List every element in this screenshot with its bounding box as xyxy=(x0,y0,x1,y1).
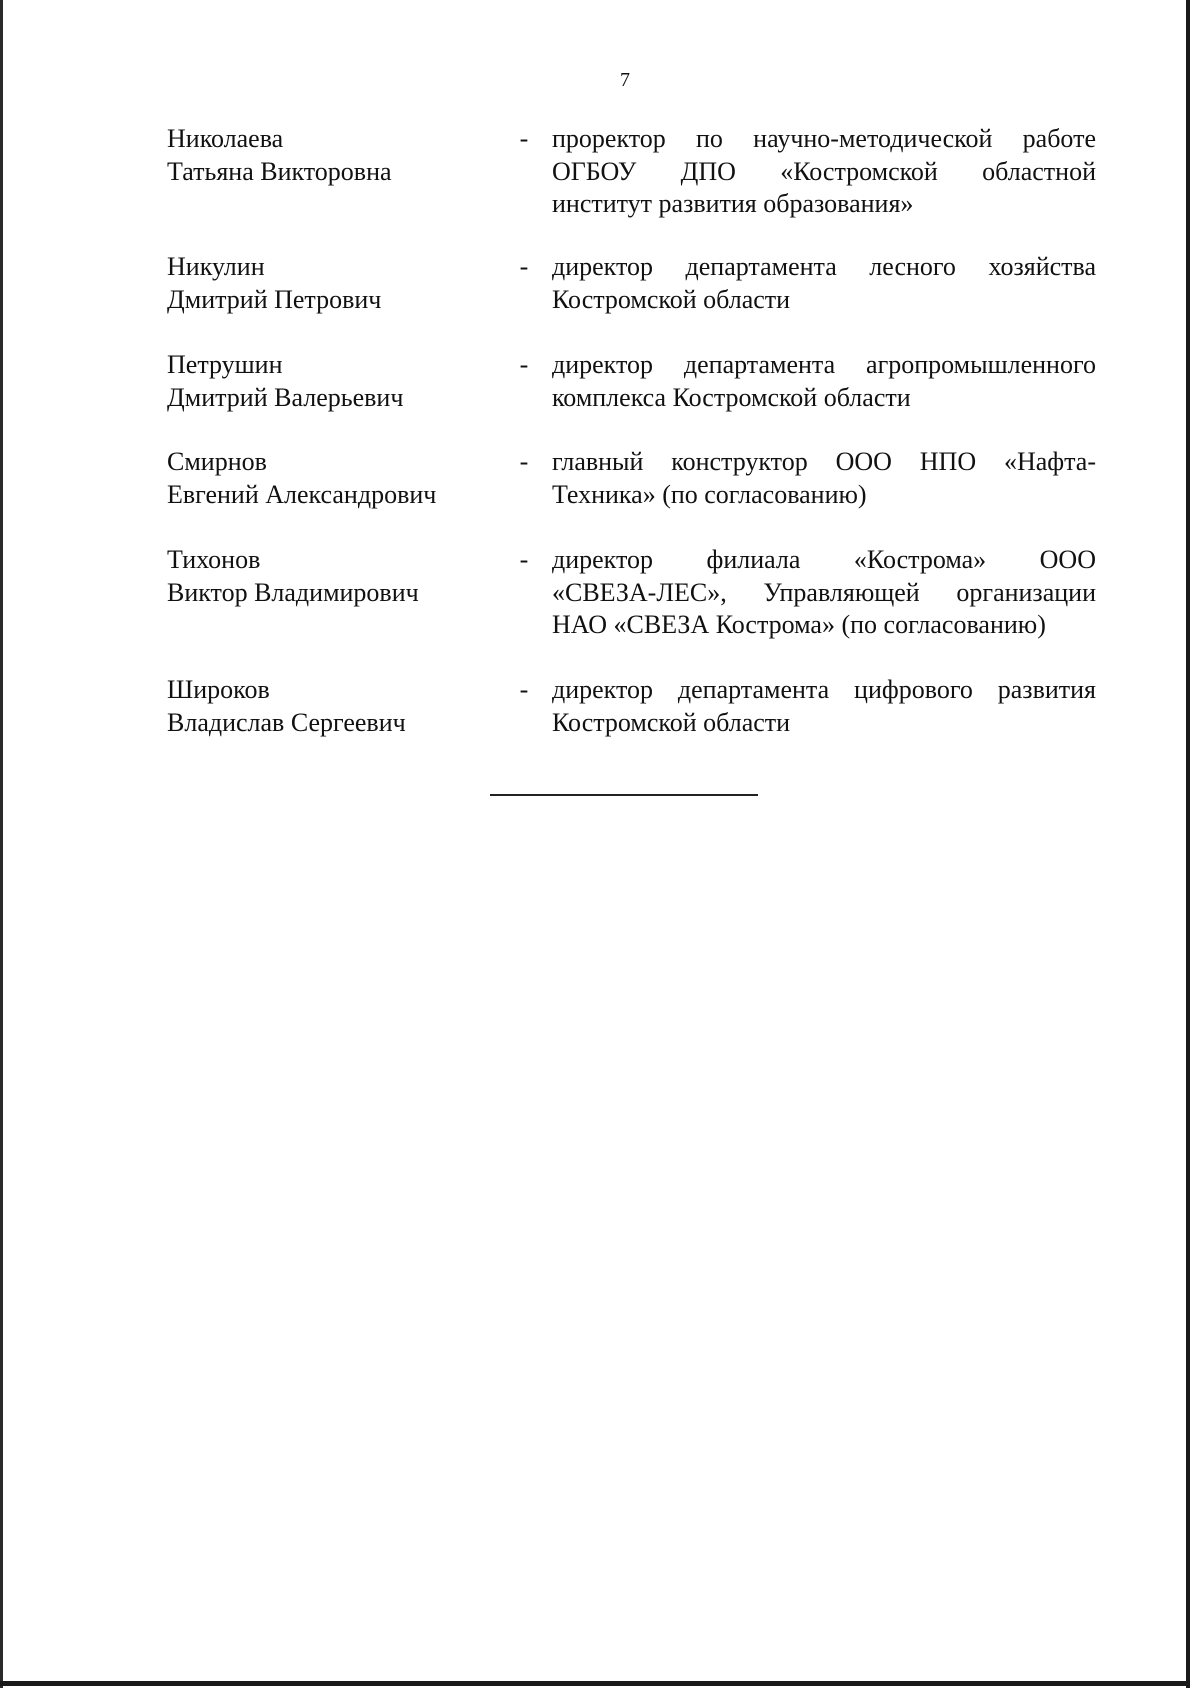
role-line: «СВЕЗА-ЛЕС», Управляющей организации xyxy=(552,577,1096,607)
entry-dash: - xyxy=(519,124,529,153)
member-name xyxy=(167,349,487,414)
member-role xyxy=(552,674,1096,739)
member-name xyxy=(167,123,487,188)
entry-dash: - xyxy=(519,447,529,476)
member-surname: Никулин xyxy=(167,252,265,281)
scan-edge-right xyxy=(1186,0,1190,1688)
role-line: директор департамента лесного хозяйства xyxy=(552,252,1096,281)
scan-edge-bottom xyxy=(0,1681,1190,1686)
entry-dash: - xyxy=(519,675,529,704)
member-role xyxy=(552,251,1096,316)
role-line: проректор по научно-методической работе xyxy=(552,124,1096,153)
member-given-names: Виктор Владимирович xyxy=(167,577,419,607)
role-line: ОГБОУ ДПО «Костромской областной xyxy=(552,156,1096,186)
member-surname: Петрушин xyxy=(167,350,283,379)
member-surname: Широков xyxy=(167,675,270,704)
role-line: институт развития образования» xyxy=(552,189,914,218)
member-role xyxy=(552,123,1096,221)
entry-dash: - xyxy=(519,350,529,379)
scan-edge-left xyxy=(0,0,3,1688)
member-role xyxy=(552,544,1096,642)
member-role xyxy=(552,349,1096,414)
role-line: директор департамента цифрового развития xyxy=(552,675,1096,704)
member-name xyxy=(167,251,487,316)
member-given-names: Владислав Сергеевич xyxy=(167,707,406,737)
entry-dash: - xyxy=(519,545,529,574)
role-line: главный конструктор ООО НПО «Нафта- xyxy=(552,447,1096,476)
entry-dash: - xyxy=(519,252,529,281)
member-given-names: Евгений Александрович xyxy=(167,479,437,509)
member-name xyxy=(167,446,487,511)
role-line: директор филиала «Кострома» ООО xyxy=(552,545,1096,574)
member-given-names: Дмитрий Петрович xyxy=(167,284,382,314)
member-surname: Николаева xyxy=(167,124,284,153)
role-line: комплекса Костромской области xyxy=(552,382,911,412)
member-given-names: Дмитрий Валерьевич xyxy=(167,382,404,412)
member-surname: Смирнов xyxy=(167,447,267,476)
role-line: НАО «СВЕЗА Кострома» (по согласованию) xyxy=(552,610,1046,639)
closing-rule xyxy=(490,794,758,796)
role-line: директор департамента агропромышленного xyxy=(552,350,1096,379)
role-line: Костромской области xyxy=(552,707,791,737)
member-role xyxy=(552,446,1096,511)
role-line: Костромской области xyxy=(552,284,791,314)
member-name xyxy=(167,544,487,609)
member-surname: Тихонов xyxy=(167,545,261,574)
role-line: Техника» (по согласованию) xyxy=(552,479,867,509)
page-number: 7 xyxy=(620,69,630,91)
member-name xyxy=(167,674,487,739)
member-given-names: Татьяна Викторовна xyxy=(167,156,392,186)
